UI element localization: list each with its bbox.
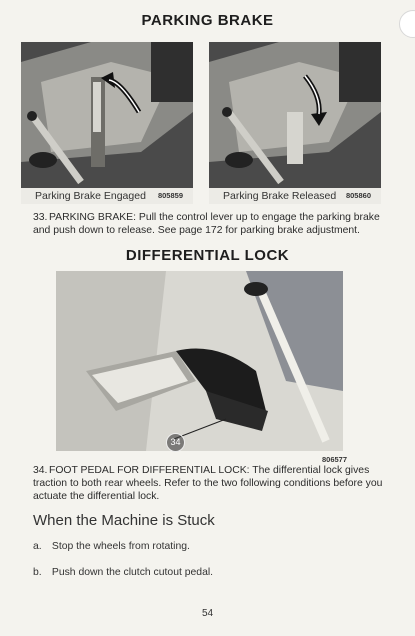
- step-b-letter: b.: [33, 567, 42, 578]
- diff-lock-illustration: [56, 271, 343, 451]
- parking-brake-released-photo: [209, 42, 381, 188]
- differential-lock-heading: DIFFERENTIAL LOCK: [125, 247, 290, 264]
- step-a-text: Stop the wheels from rotating.: [51, 541, 190, 552]
- differential-lock-photo: [56, 271, 343, 451]
- step-a: [33, 541, 190, 552]
- released-illustration: [209, 42, 381, 188]
- item-34: [33, 464, 383, 504]
- engaged-illustration: [21, 42, 193, 188]
- item-33: [33, 211, 383, 237]
- page-number: 54: [201, 608, 214, 619]
- engaged-photo-number: 805859: [157, 191, 183, 200]
- engaged-caption-strip: [21, 188, 193, 204]
- released-photo-number: 805860: [345, 191, 371, 200]
- stuck-subheading: When the Machine is Stuck: [33, 512, 215, 529]
- callout-34: 34: [166, 433, 185, 452]
- engaged-caption: Parking Brake Engaged: [35, 190, 146, 202]
- item-33-number: 33.: [33, 212, 48, 223]
- step-b-text: Push down the clutch cutout pedal.: [51, 567, 214, 578]
- step-b: [33, 567, 213, 578]
- released-caption: Parking Brake Released: [223, 190, 337, 202]
- parking-brake-heading: PARKING BRAKE: [141, 12, 274, 29]
- item-34-number: 34.: [33, 465, 48, 476]
- item-33-text: PARKING BRAKE: Pull the control lever up to engage the parking brake and push down to release. See page 172 for parking brake adjustment.: [33, 212, 380, 237]
- released-caption-strip: [209, 188, 381, 204]
- item-34-text: FOOT PEDAL FOR DIFFERENTIAL LOCK: The differential lock gives traction to both rear wheels. Refer to the two following conditions before you actuate the differential lock.: [33, 465, 383, 503]
- step-a-letter: a.: [33, 541, 42, 552]
- diff-lock-photo-number: 806577: [322, 455, 348, 464]
- parking-brake-engaged-photo: [21, 42, 193, 188]
